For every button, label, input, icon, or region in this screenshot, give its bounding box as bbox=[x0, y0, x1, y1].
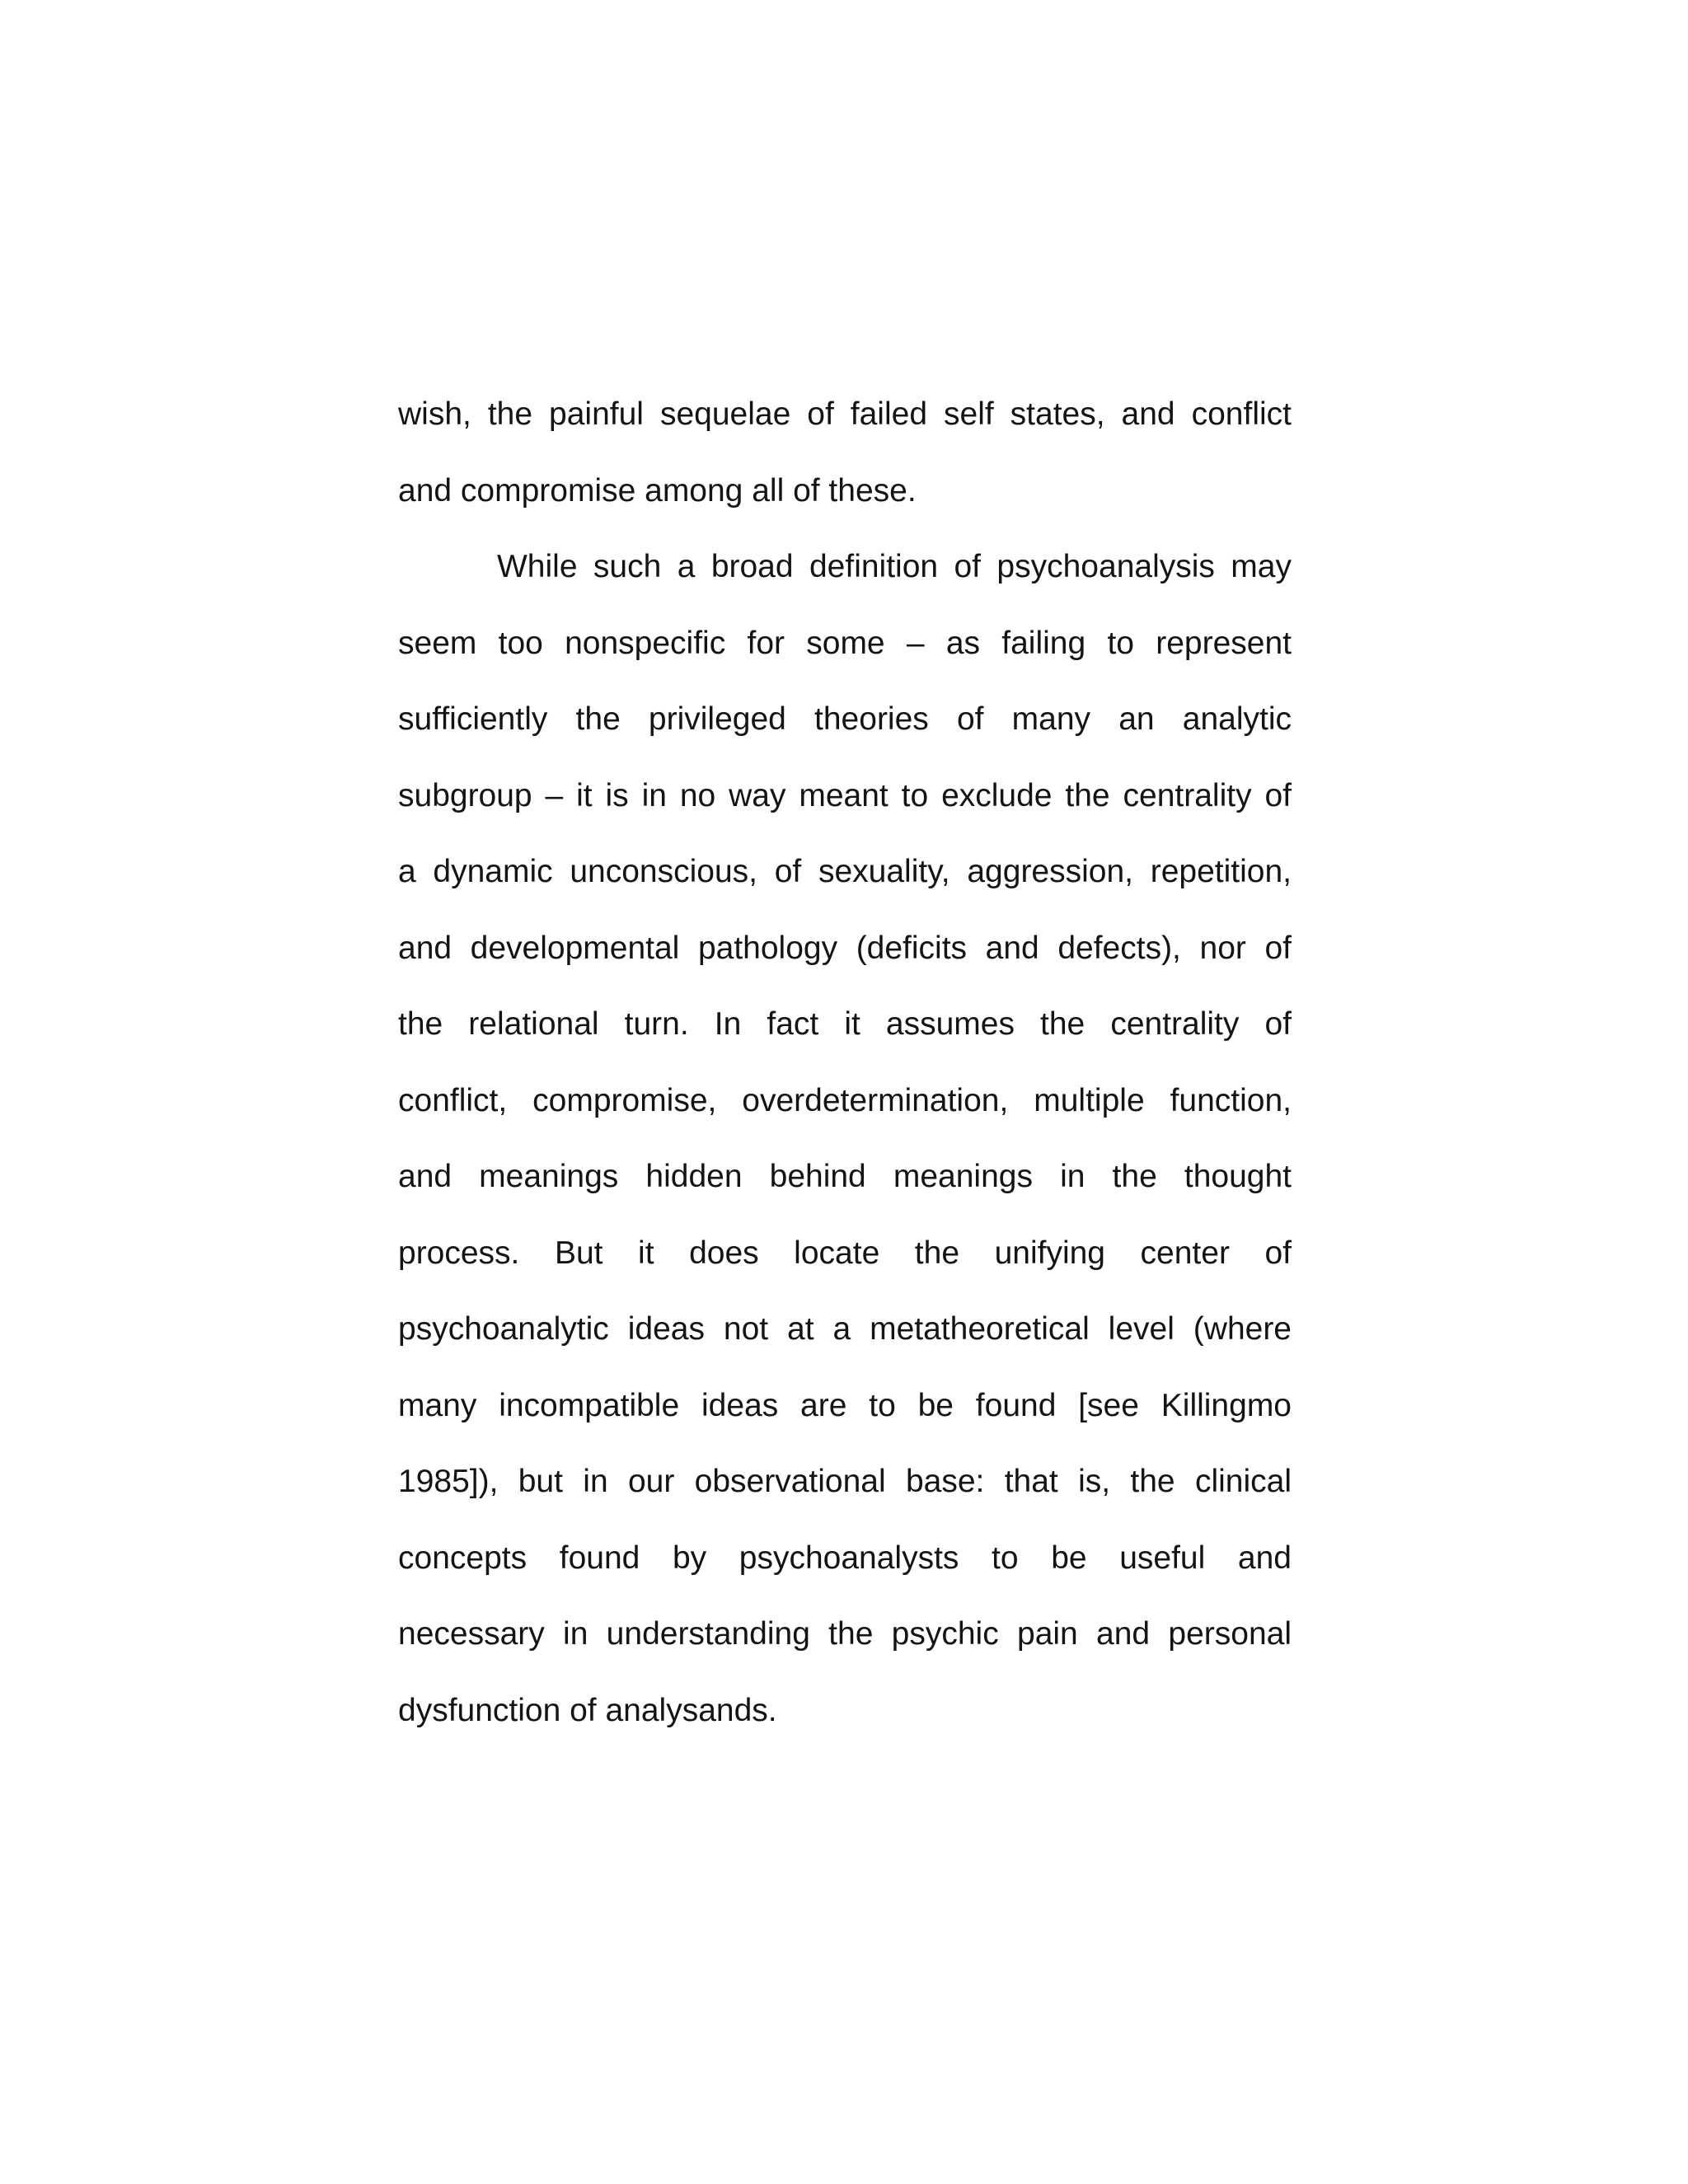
text-line: a dynamic unconscious, of sexuality, aggression, repetition, bbox=[398, 854, 1292, 889]
text-line: many incompatible ideas are to be found [see Killingmo bbox=[398, 1387, 1292, 1423]
paragraph-end-line: and compromise among all of these. bbox=[398, 472, 917, 509]
text-line: wish, the painful sequelae of failed self states, and conflict bbox=[398, 396, 1292, 432]
text-line: and developmental pathology (deficits and defects), nor of bbox=[398, 930, 1292, 966]
text-line: the relational turn. In fact it assumes the centrality of bbox=[398, 1006, 1292, 1042]
paragraph-start-line: While such a broad definition of psychoanalysis may bbox=[497, 549, 1292, 584]
paragraph-end-line: dysfunction of analysands. bbox=[398, 1692, 777, 1728]
text-line: and meanings hidden behind meanings in the thought bbox=[398, 1159, 1292, 1194]
text-line: sufficiently the privileged theories of many an analytic bbox=[398, 701, 1292, 737]
text-line: concepts found by psychoanalysts to be useful and bbox=[398, 1540, 1292, 1576]
text-line: psychoanalytic ideas not at a metatheoretical level (where bbox=[398, 1311, 1292, 1347]
text-line: subgroup – it is in no way meant to exclude the centrality of bbox=[398, 777, 1292, 813]
text-line: 1985]), but in our observational base: that is, the clinical bbox=[398, 1464, 1292, 1499]
text-line: seem too nonspecific for some – as failing to represent bbox=[398, 625, 1292, 661]
text-line: necessary in understanding the psychic pain and personal bbox=[398, 1616, 1292, 1652]
text-line: process. But it does locate the unifying center of bbox=[398, 1235, 1292, 1271]
text-line: conflict, compromise, overdetermination, multiple function, bbox=[398, 1082, 1292, 1118]
body-text bbox=[398, 389, 1292, 1761]
